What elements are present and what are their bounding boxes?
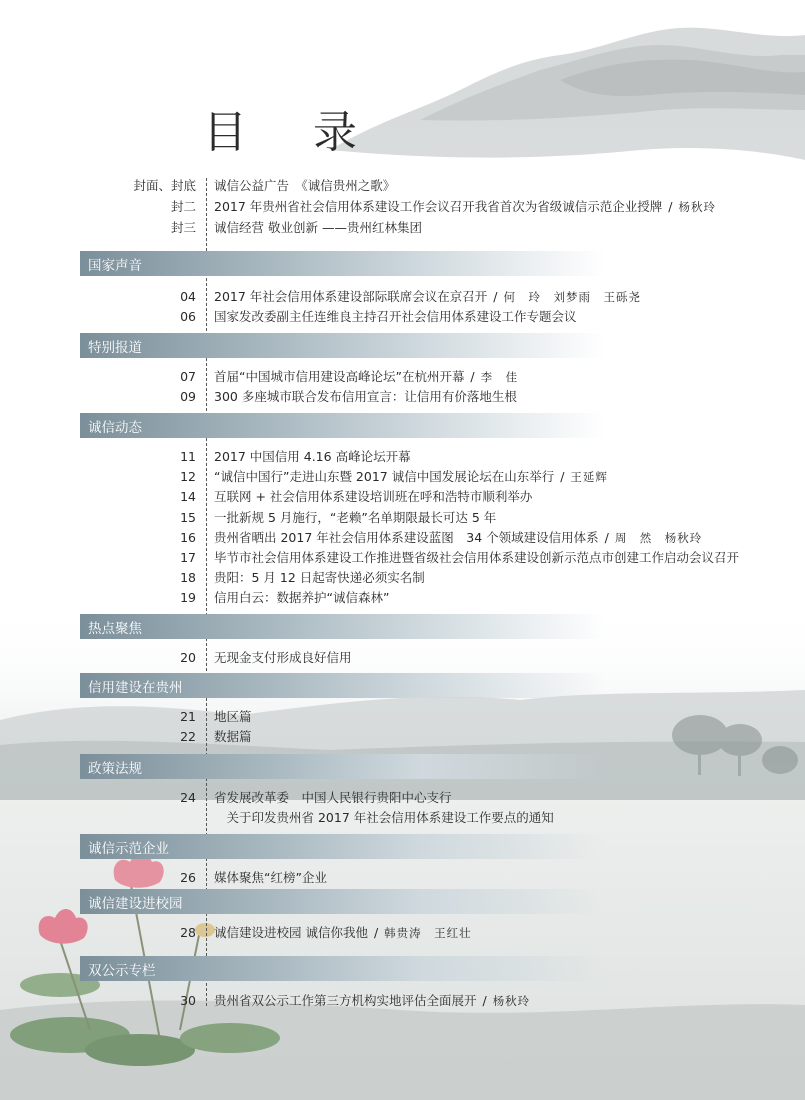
entry-title [214, 569, 425, 587]
entry-author: 李 佳 [480, 370, 519, 384]
entry-title [214, 509, 496, 527]
entry-title [214, 219, 422, 237]
entry-title [214, 368, 518, 386]
entry-author: 周 然 杨秋玲 [614, 530, 703, 545]
entry-title-text: 信用白云：数据养护“诚信森林” [214, 590, 390, 606]
page-number: 04 [180, 289, 196, 304]
entry-title [214, 789, 452, 807]
page-number: 11 [180, 449, 196, 464]
page-number: 21 [180, 709, 196, 724]
dashed-divider [206, 178, 207, 1006]
entry-author: 王延辉 [570, 470, 608, 485]
entry-title-text: 省发展改革委 中国人民银行贵阳中心支行 [214, 790, 452, 805]
author-separator: / [478, 993, 491, 1008]
section-title: 诚信动态 [88, 420, 142, 436]
section-title: 特别报道 [88, 340, 142, 356]
page-number: 17 [180, 550, 196, 565]
entry-title [214, 448, 411, 466]
entry-title-text: “诚信中国行”走进山东暨 2017 诚信中国发展论坛在山东举行 [214, 469, 555, 485]
author-separator: / [556, 469, 569, 485]
entry-title-text: 2017 中国信用 4.16 高峰论坛开幕 [214, 449, 411, 464]
entry-author: 韩贵涛 王红壮 [384, 926, 472, 940]
cover-label: 封三 [170, 220, 196, 235]
page-number: 09 [180, 389, 196, 405]
section-header [80, 251, 605, 276]
entry-title [214, 589, 389, 607]
entry-title-text: 首届“中国城市信用建设高峰论坛”在杭州开幕 [214, 369, 465, 384]
section-title: 国家声音 [88, 258, 142, 274]
section-header [80, 673, 605, 698]
page-number: 14 [180, 489, 196, 505]
entry-title-text: 地区篇 [214, 709, 252, 724]
entry-title-text: 诚信公益广告 《诚信贵州之歌》 [214, 178, 396, 193]
entry-title [214, 809, 554, 827]
author-separator: / [369, 925, 383, 940]
entry-title-text: 贵州省晒出 2017 年社会信用体系建设蓝图 34 个领域建设信用体系 [214, 529, 599, 545]
author-separator: / [489, 289, 502, 304]
entry-title [214, 288, 641, 306]
entry-title [214, 529, 702, 547]
page-number: 26 [180, 870, 196, 885]
entry-title-text: 关于印发贵州省 2017 年社会信用体系建设工作要点的通知 [214, 810, 554, 826]
entry-title-text: 诚信经营 敬业创新 ——贵州红林集团 [214, 220, 422, 235]
entry-title-text: 数据篇 [214, 729, 252, 745]
cover-label: 封二 [170, 199, 196, 214]
entry-title-text: 毕节市社会信用体系建设工作推进暨省级社会信用体系建设创新示范点市创建工作启动会议召开 [214, 550, 740, 565]
page-title: 目 录 [203, 107, 383, 158]
page-number: 19 [180, 590, 196, 606]
entry-title-text: 2017 年社会信用体系建设部际联席会议在京召开 [214, 289, 488, 304]
section-header [80, 834, 605, 859]
entry-title [214, 488, 532, 506]
entry-title-text: 互联网 + 社会信用体系建设培训班在呼和浩特市顺利举办 [214, 489, 533, 505]
section-header [80, 956, 605, 981]
mountain-painting-top [330, 28, 805, 160]
entry-author: 杨秋玲 [492, 994, 531, 1008]
page-number: 18 [180, 570, 196, 586]
entry-title [214, 308, 577, 326]
page-number: 16 [180, 529, 196, 545]
entry-title-text: 媒体聚焦“红榜”企业 [214, 870, 327, 885]
page-number: 28 [180, 925, 196, 940]
entry-title-text: 300 多座城市联合发布信用宣言：让信用有价落地生根 [214, 389, 517, 405]
section-title: 诚信建设进校园 [88, 896, 183, 912]
page-number: 15 [180, 509, 196, 525]
entry-title [214, 649, 352, 667]
section-title: 热点聚焦 [88, 621, 142, 637]
section-title: 双公示专栏 [88, 963, 156, 979]
section-header [80, 413, 605, 438]
page-number: 20 [180, 650, 196, 665]
entry-author: 杨秋玲 [678, 200, 716, 214]
entry-title [214, 388, 517, 406]
entry-title [214, 708, 252, 726]
author-separator: / [466, 369, 479, 384]
page-number: 07 [180, 369, 196, 384]
entry-title [214, 549, 739, 567]
cover-label: 封面、封底 [133, 178, 196, 193]
section-header [80, 754, 605, 779]
entry-title [214, 924, 472, 942]
section-header [80, 614, 605, 639]
entry-title-text: 一批新规 5 月施行，“老赖”名单期限最长可达 5 年 [214, 509, 497, 525]
page-number: 12 [180, 469, 196, 485]
page-number: 06 [180, 309, 196, 325]
entry-title-text: 无现金支付形成良好信用 [214, 650, 352, 665]
page-number: 22 [180, 729, 196, 745]
entry-title-text: 2017 年贵州省社会信用体系建设工作会议召开我省首次为省级诚信示范企业授牌 [214, 199, 663, 214]
author-separator: / [664, 199, 677, 214]
section-title: 政策法规 [88, 761, 142, 777]
entry-title [214, 992, 530, 1010]
entry-author: 何 玲 刘梦雨 王砾尧 [503, 290, 641, 304]
entry-title-text: 贵阳：5 月 12 日起寄快递必须实名制 [214, 570, 425, 586]
section-header [80, 889, 605, 914]
page-number: 24 [180, 790, 196, 805]
entry-title-text: 诚信建设进校园 诚信你我他 [214, 925, 368, 940]
entry-title [214, 728, 252, 746]
section-header [80, 333, 605, 358]
entry-title [214, 468, 608, 486]
author-separator: / [600, 529, 613, 545]
entry-title [214, 869, 327, 887]
entry-title [214, 177, 395, 195]
section-title: 诚信示范企业 [88, 841, 169, 857]
entry-title-text: 国家发改委副主任连维良主持召开社会信用体系建设工作专题会议 [214, 309, 577, 325]
entry-title [214, 198, 716, 216]
entry-title-text: 贵州省双公示工作第三方机构实地评估全面展开 [214, 993, 477, 1008]
section-title: 信用建设在贵州 [88, 680, 183, 696]
page-number: 30 [180, 993, 196, 1008]
